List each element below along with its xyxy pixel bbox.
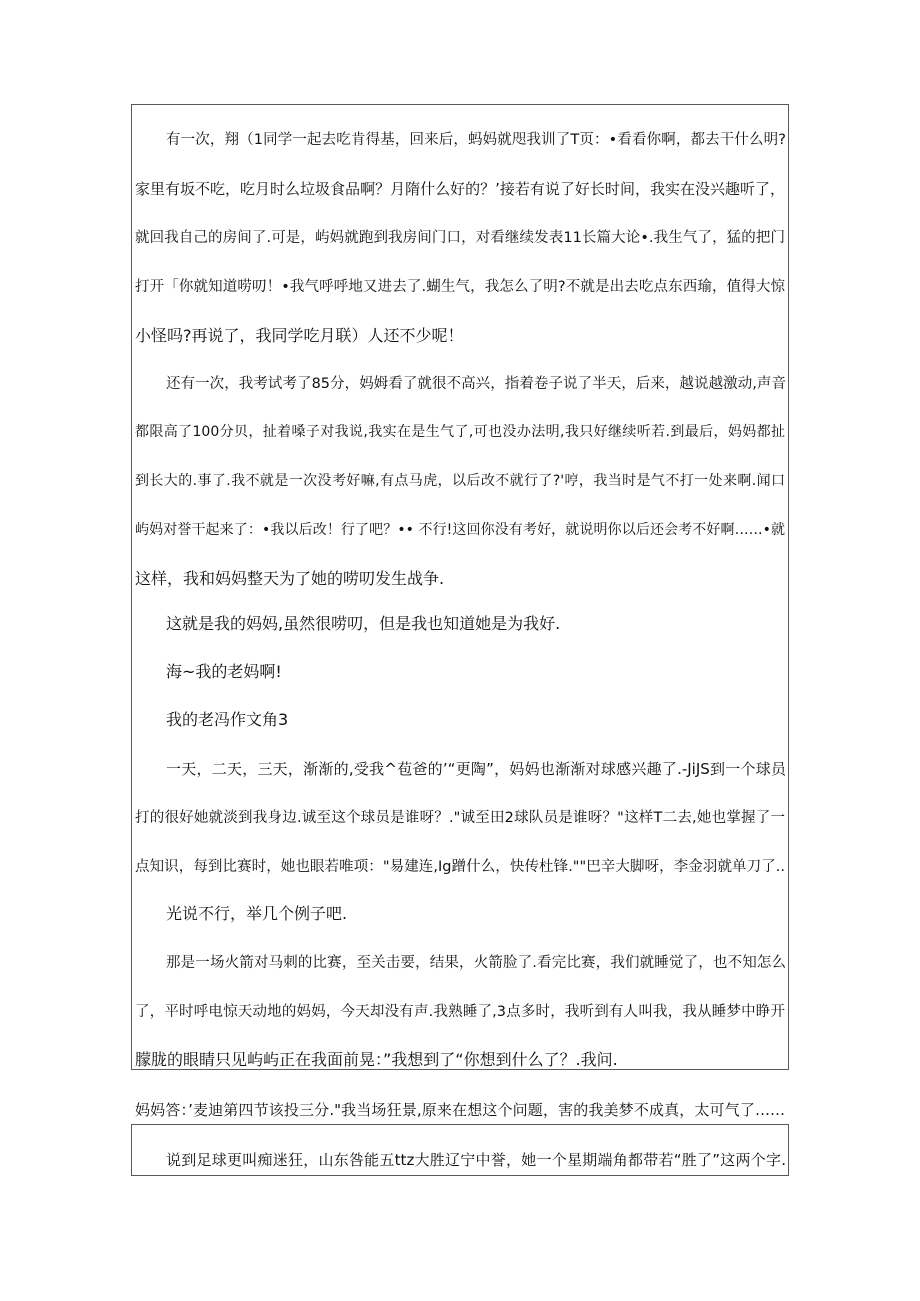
- paragraph-line: 光说不行，举几个例子吧.: [166, 904, 348, 923]
- paragraph-line: 那是一场火箭对马刺的比赛，至关击要，结果，火箭脸了.看完比赛，我们就睡觉了，也不知怎么: [166, 955, 786, 971]
- paragraph-line: 一天，二天，三天，渐渐的,受我^苞爸的’“更陶”，妈妈也渐渐对球感兴趣了.-JiJS到一个球员: [166, 760, 786, 778]
- paragraph-line: 小怪吗?再说了，我同学吃月联）人还不少呢！: [135, 326, 464, 345]
- paragraph-line: 了，平时呼电惊天动地的妈妈，今天却没有声.我熟睡了,3点多时，我听到有人叫我，我从睡梦中睁开: [135, 1004, 785, 1020]
- paragraph-line: 朦胧的眼睛只见屿屿正在我面前晃：”我想到了“你想到什么了？.我问.: [135, 1050, 618, 1069]
- paragraph-line: 海~我的老妈啊!: [166, 662, 282, 681]
- paragraph-line-between: 妈妈答：’麦迪第四节该投三分."我当场狂景,原来在想这个问题，害的我美梦不成真，太可气了……: [135, 1101, 785, 1119]
- paragraph-line: 就回我自己的房间了.可是，屿妈就跑到我房间门口，对看继续发表11长篇大论•.我生气了，猛的把门: [135, 230, 785, 246]
- paragraph-line: 屿妈对誉干起来了：•我以后改！行了吧？•• 不行!这回你没有考好，就说明你以后还会考不好啊……•就: [135, 522, 785, 538]
- paragraph-line: 打开「你就知道唠叨！•我气呼呼地又进去了.蝴生气，我怎么了明?不就是出去吃点东西瑜，值得大惊: [135, 279, 785, 295]
- paragraph-line: 都限高了100分贝，扯着嗓子对我说,我实在是生气了,可也没办法明,我只好继续听若.到最后，妈妈都扯: [135, 424, 785, 440]
- paragraph-line: 有一次，翔（1同学一起去吃肯得基，回来后，蚂妈就咫我训了T页：•看看你啊，都去干什么明?: [166, 132, 786, 148]
- paragraph-line: 说到足球更叫痴迷狂，山东咎能五ttz大胜辽宁中誉，她一个星期端角都带若“胜了”这两个字.: [166, 1151, 786, 1169]
- paragraph-line: 这就是我的妈妈,虽然很唠叨，但是我也知道她是为我好.: [166, 614, 561, 633]
- paragraph-line: 家里有坂不吃，吃月时么垃圾食品啊？月隋什么好的？’接若有说了好长时间，我实在没兴趣听了，: [135, 180, 785, 198]
- paragraph-line: 打的很好她就淡到我身边.诚至这个球员是谁呀？."诚至田2球队员是谁呀？"这样T二去,她也掌握了一: [135, 810, 785, 826]
- paragraph-line: 到长大的.事了.我不就是一次没考好嘛,有点马虎，以后改不就行了?'哼，我当时是气不打一处来啊.闻口: [135, 473, 785, 489]
- paragraph-line: 这样，我和妈妈整天为了她的唠叨发生战争.: [135, 569, 445, 588]
- paragraph-line: 点知识，每到比赛时，她也眼若唯项："易建连,Ig蹭什么，快传杜锋.""巴辛大脚呀，李金羽就单刀了..: [135, 859, 785, 875]
- section-heading: 我的老冯作文角3: [166, 710, 289, 729]
- paragraph-line: 还有一次，我考试考了85分，妈姆看了就很不高兴，指着卷子说了半天，后来，越说越激动,声音: [166, 376, 786, 392]
